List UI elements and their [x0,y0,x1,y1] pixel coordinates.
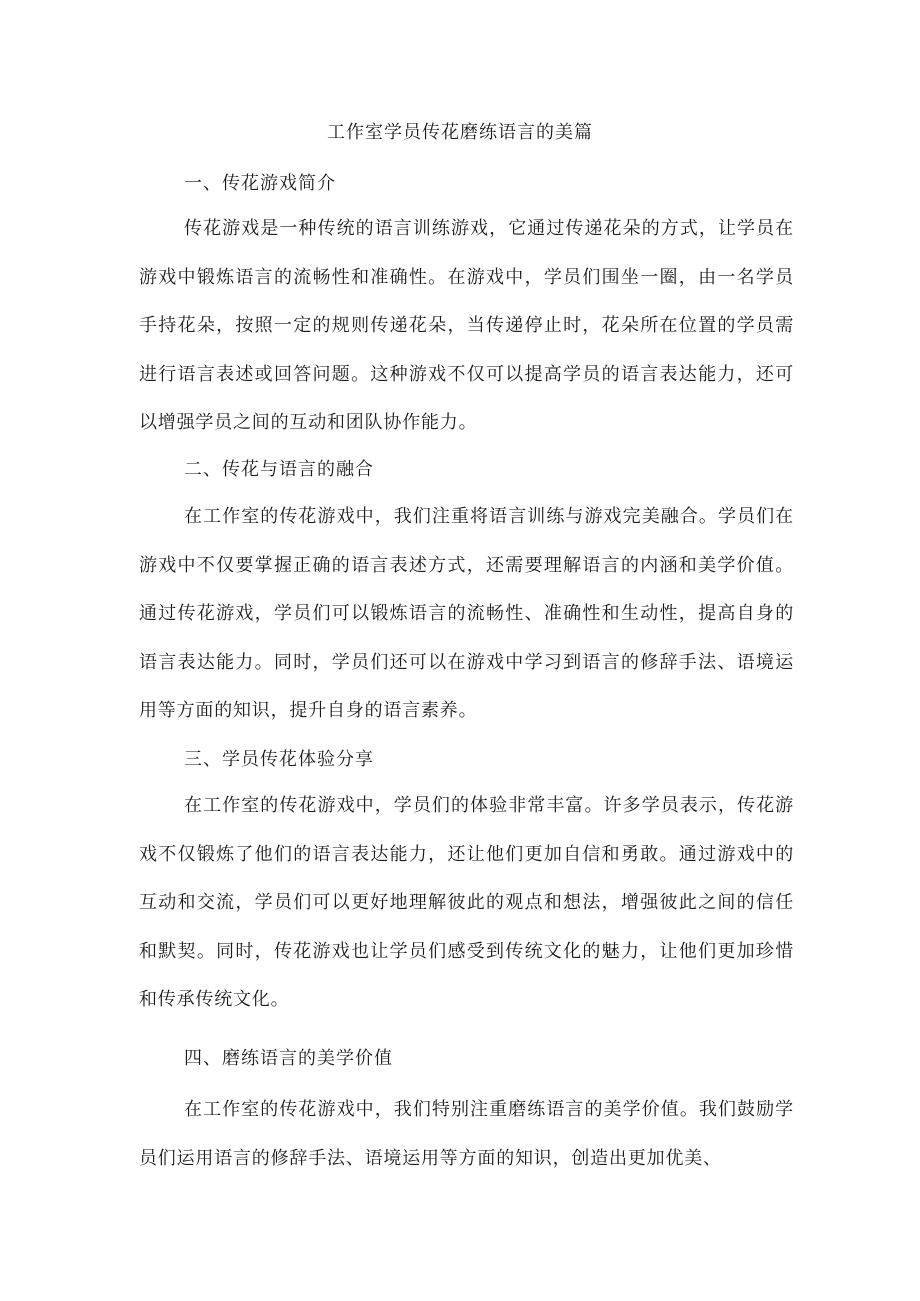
section-paragraph-4: 在工作室的传花游戏中，我们特别注重磨练语言的美学价值。我们鼓励学员们运用语言的修辞手法、语境运用等方面的知识，创造出更加优美、 [139,1099,794,1169]
section-heading-3: 三、学员传花体验分享 [184,749,374,770]
section-heading-4: 四、磨练语言的美学价值 [184,1048,393,1069]
section-paragraph-3: 在工作室的传花游戏中，学员们的体验非常丰富。许多学员表示，传花游戏不仅锻炼了他们的语言表达能力，还让他们更加自信和勇敢。通过游戏中的互动和交流，学员们可以更好地理解彼此的观点和想法，增强彼此之间的信任和默契。同时，传花游戏也让学员们感受到传统文化的魅力，让他们更加珍惜和传承传统文化。 [139,795,794,1010]
document-title: 工作室学员传花磨练语言的美篇 [327,122,593,143]
section-heading-2: 二、传花与语言的融合 [184,459,374,480]
section-paragraph-1: 传花游戏是一种传统的语言训练游戏，它通过传递花朵的方式，让学员在游戏中锻炼语言的流畅性和准确性。在游戏中，学员们围坐一圈，由一名学员手持花朵，按照一定的规则传递花朵，当传递停止时，花朵所在位置的学员需进行语言表述或回答问题。这种游戏不仅可以提高学员的语言表达能力，还可以增强学员之间的互动和团队协作能力。 [139,218,794,433]
section-paragraph-2: 在工作室的传花游戏中，我们注重将语言训练与游戏完美融合。学员们在游戏中不仅要掌握正确的语言表述方式，还需要理解语言的内涵和美学价值。通过传花游戏，学员们可以锻炼语言的流畅性、准确性和生动性，提高自身的语言表达能力。同时，学员们还可以在游戏中学习到语言的修辞手法、语境运用等方面的知识，提升自身的语言素养。 [139,506,794,721]
section-heading-1: 一、传花游戏简介 [184,173,336,194]
